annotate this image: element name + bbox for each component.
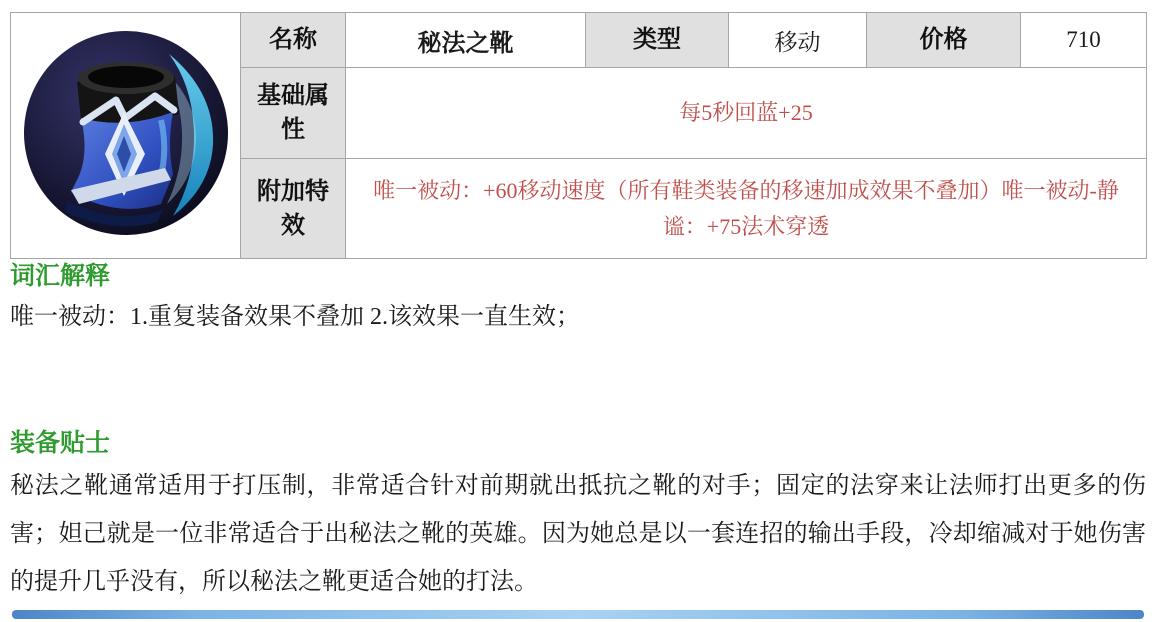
- vocab-section-heading: 词汇解释: [10, 263, 111, 290]
- item-icon-cell: [11, 13, 241, 259]
- extra-effect-header: 附加特效: [241, 159, 346, 259]
- tips-section-heading: 装备贴士: [10, 430, 111, 457]
- base-attr-value: 每5秒回蓝+25: [346, 68, 1147, 159]
- arcane-boots-icon: [21, 28, 231, 238]
- base-attr-header: 基础属性: [241, 68, 346, 159]
- name-header: 名称: [241, 13, 346, 68]
- item-type-value: 移动: [729, 13, 867, 68]
- type-header: 类型: [586, 13, 729, 68]
- tips-section-body: 秘法之靴通常适用于打压制，非常适合针对前期就出抵抗之靴的对手；固定的法穿来让法师打出更多的伤害；妲己就是一位非常适合于出秘法之靴的英雄。因为她总是以一套连招的输出手段，冷却缩减对于她伤害的提升几乎没有，所以秘法之靴更适合她的打法。: [10, 473, 1146, 595]
- bottom-blue-bar: [12, 610, 1144, 619]
- vocab-section-body: 唯一被动：1.重复装备效果不叠加 2.该效果一直生效；: [10, 304, 580, 330]
- item-price-value: 710: [1021, 13, 1147, 68]
- item-name-value: 秘法之靴: [346, 13, 586, 68]
- extra-effect-value: 唯一被动：+60移动速度（所有鞋类装备的移速加成效果不叠加）唯一被动-静谧：+75法术穿透: [346, 159, 1147, 259]
- price-header: 价格: [867, 13, 1021, 68]
- item-info-table: [10, 12, 1147, 259]
